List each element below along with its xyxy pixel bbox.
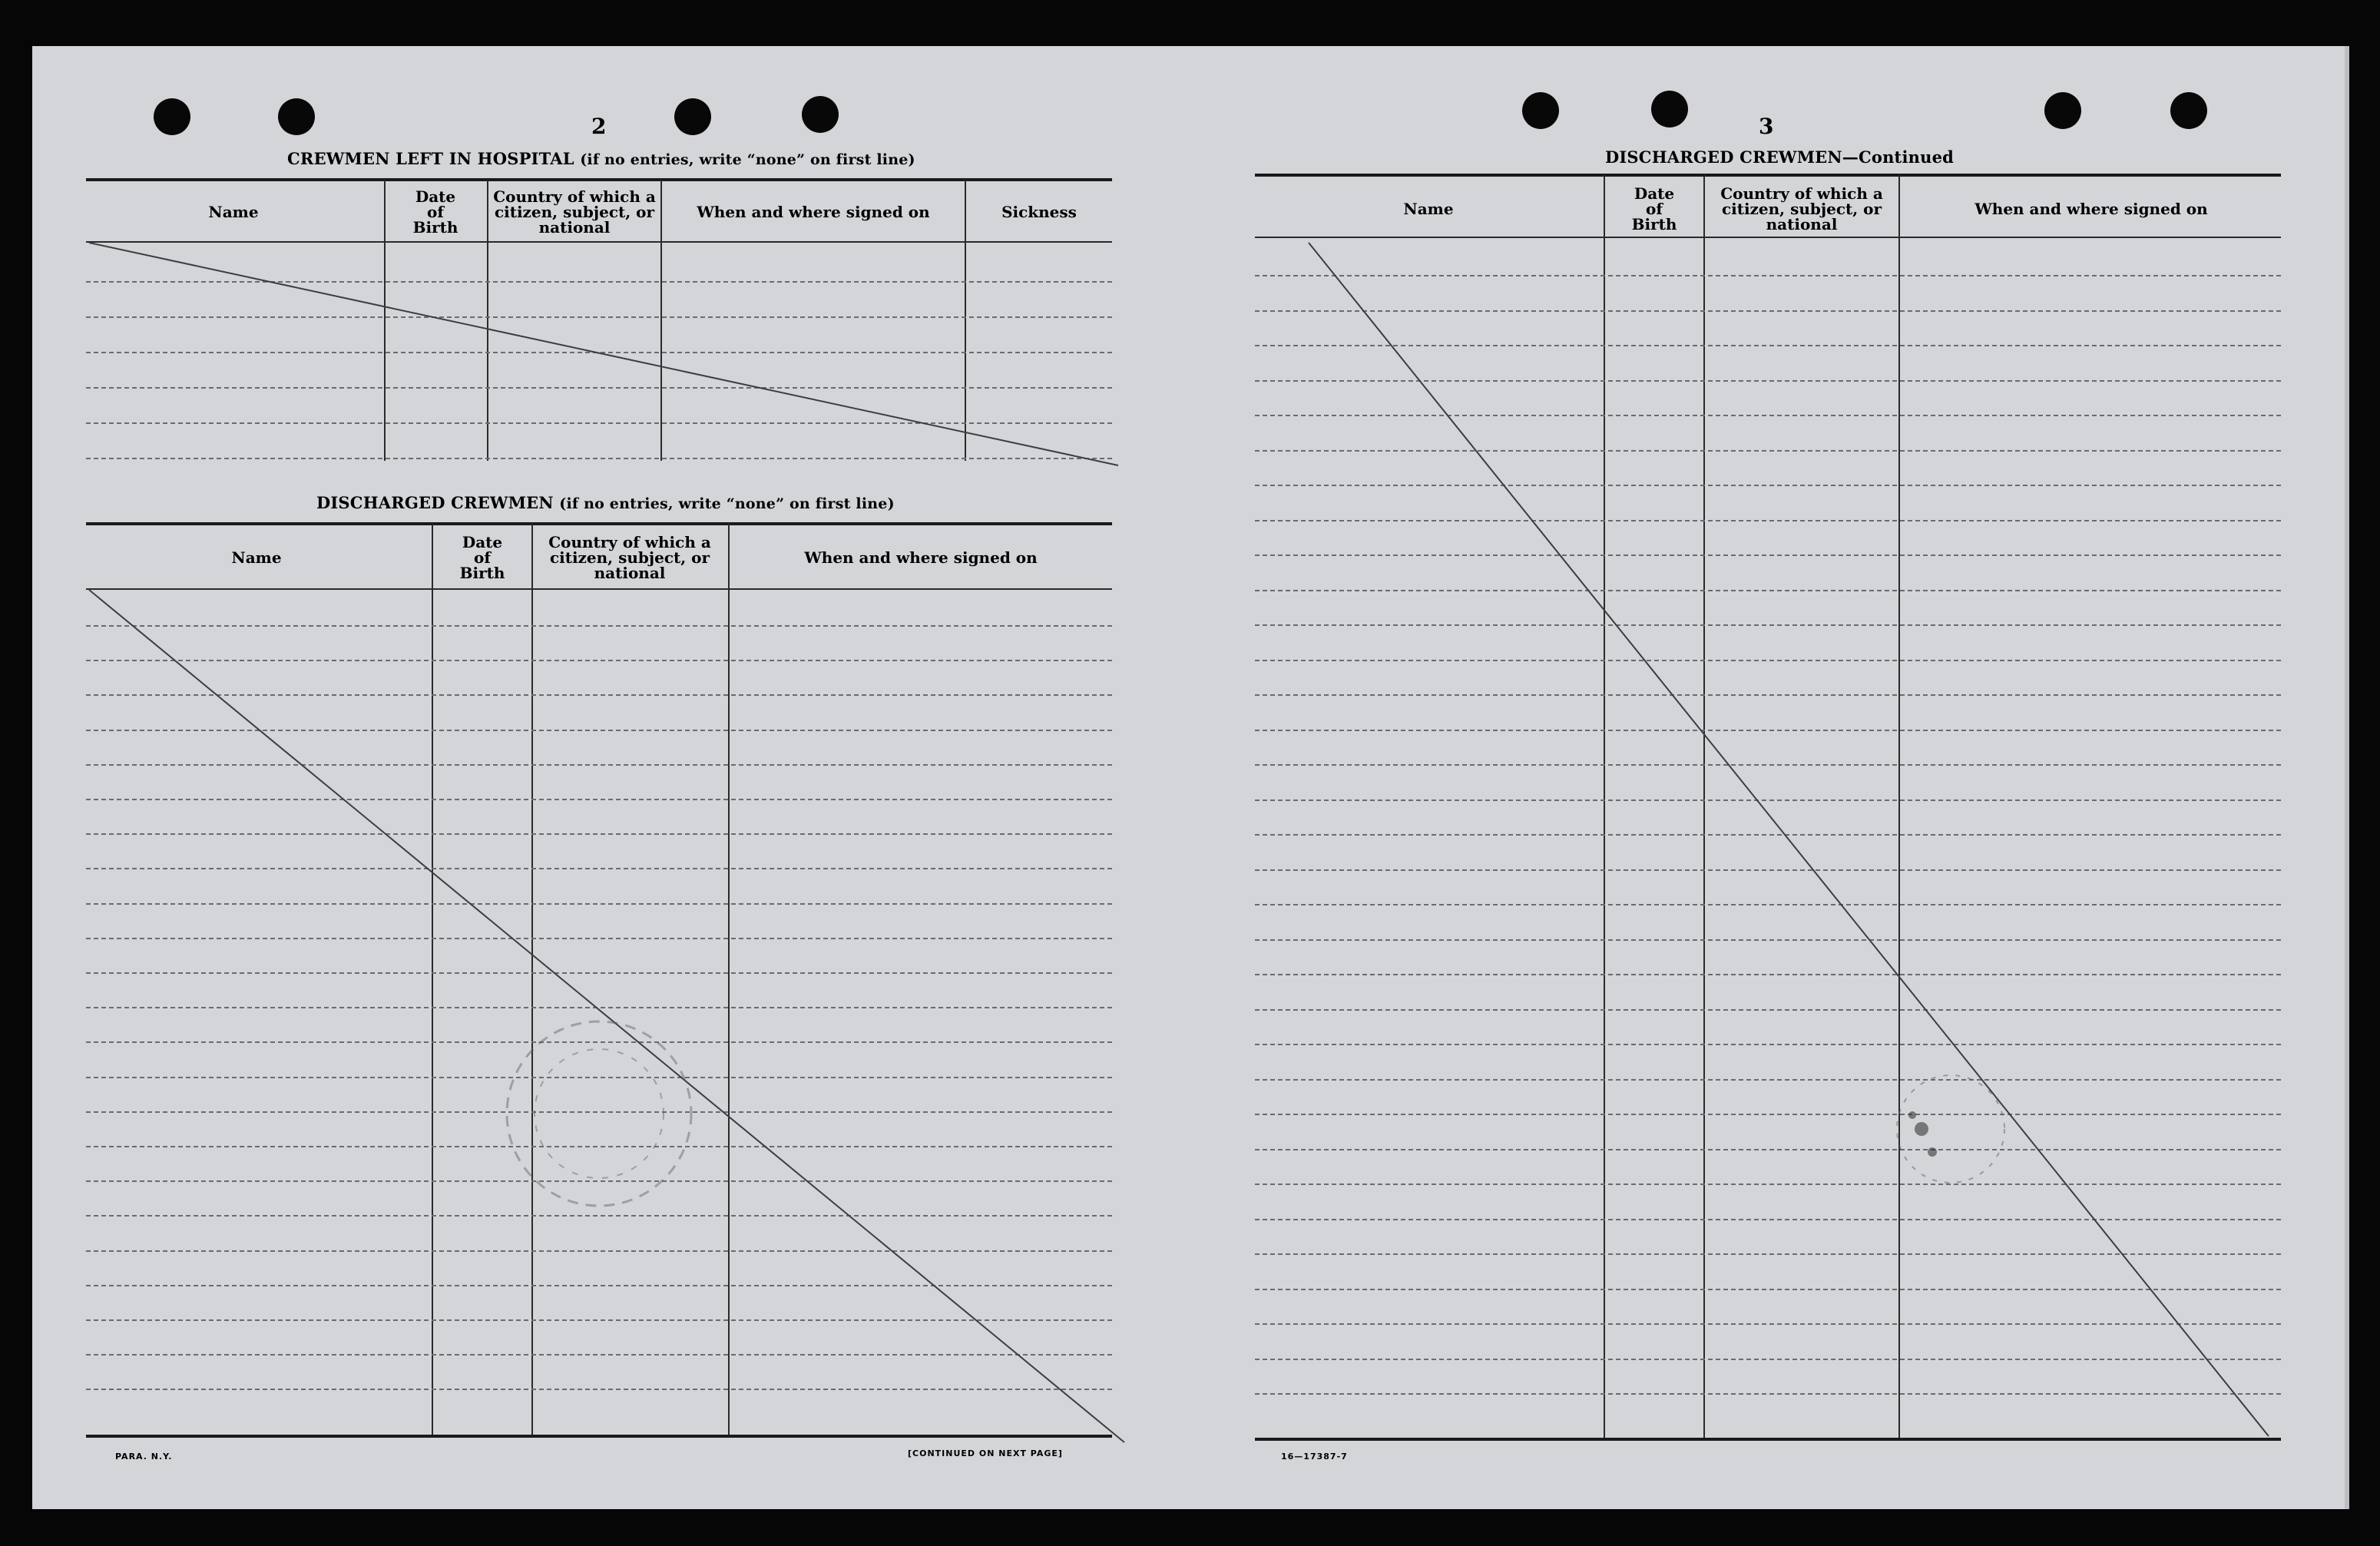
discharged-header-dob-line1: Date — [462, 533, 503, 551]
faded-stamp-left — [507, 1021, 691, 1206]
discharged-header-dob-line3: Birth — [459, 564, 505, 582]
hospital-header-country-line3: national — [538, 218, 611, 237]
discharged-title-bold: DISCHARGED CREWMEN — [316, 493, 554, 512]
continued-header-signed-on: When and where signed on — [1975, 200, 2208, 218]
page-number-left: 2 — [591, 114, 607, 139]
discharged-cancel-stroke — [89, 590, 1124, 1442]
continued-header-country-line1: Country of which a — [1720, 184, 1883, 203]
discharged-header-name: Name — [231, 548, 282, 567]
hospital-header-country-line2: citizen, subject, or — [494, 203, 655, 221]
hospital-header-sickness: Sickness — [1001, 203, 1077, 221]
continued-header-dob-line1: Date — [1634, 184, 1675, 203]
discharged-header-country-line1: Country of which a — [548, 533, 711, 551]
hospital-header-name: Name — [208, 203, 259, 221]
discharged-header-dob-line2: of — [474, 548, 491, 567]
hospital-header-dob-line2: of — [427, 203, 444, 221]
continued-cancel-stroke — [1309, 243, 2269, 1436]
footer-continued-note: [CONTINUED ON NEXT PAGE] — [908, 1448, 1063, 1458]
discharged-header-signed-on: When and where signed on — [804, 548, 1038, 567]
faded-stamp-right — [1897, 1075, 2004, 1183]
discharged-continued-title: DISCHARGED CREWMEN—Continued — [1605, 147, 1955, 167]
footer-form-number: 16—17387-7 — [1281, 1452, 1348, 1462]
discharged-header-country-line3: national — [594, 564, 666, 582]
continued-header-name: Name — [1403, 200, 1454, 218]
continued-header-country-line2: citizen, subject, or — [1721, 200, 1882, 218]
page-number-right: 3 — [1759, 114, 1774, 139]
continued-header-country-line3: national — [1766, 215, 1838, 233]
hospital-title-note: (if no entries, write “none” on first line) — [580, 151, 915, 168]
discharged-header-country-line2: citizen, subject, or — [549, 548, 710, 567]
hospital-header-country-line1: Country of which a — [493, 187, 656, 206]
continued-header-dob-line2: of — [1646, 200, 1663, 218]
hospital-header-signed-on: When and where signed on — [697, 203, 930, 221]
hospital-cancel-stroke — [89, 243, 1118, 465]
hospital-header-dob-line3: Birth — [412, 218, 458, 237]
hospital-header-dob-line1: Date — [415, 187, 456, 206]
footer-printer-mark: PARA. N.Y. — [115, 1452, 173, 1462]
hospital-title-bold: CREWMEN LEFT IN HOSPITAL — [287, 149, 574, 168]
discharged-title-note: (if no entries, write “none” on first line) — [559, 495, 895, 512]
continued-header-dob-line3: Birth — [1631, 215, 1677, 233]
